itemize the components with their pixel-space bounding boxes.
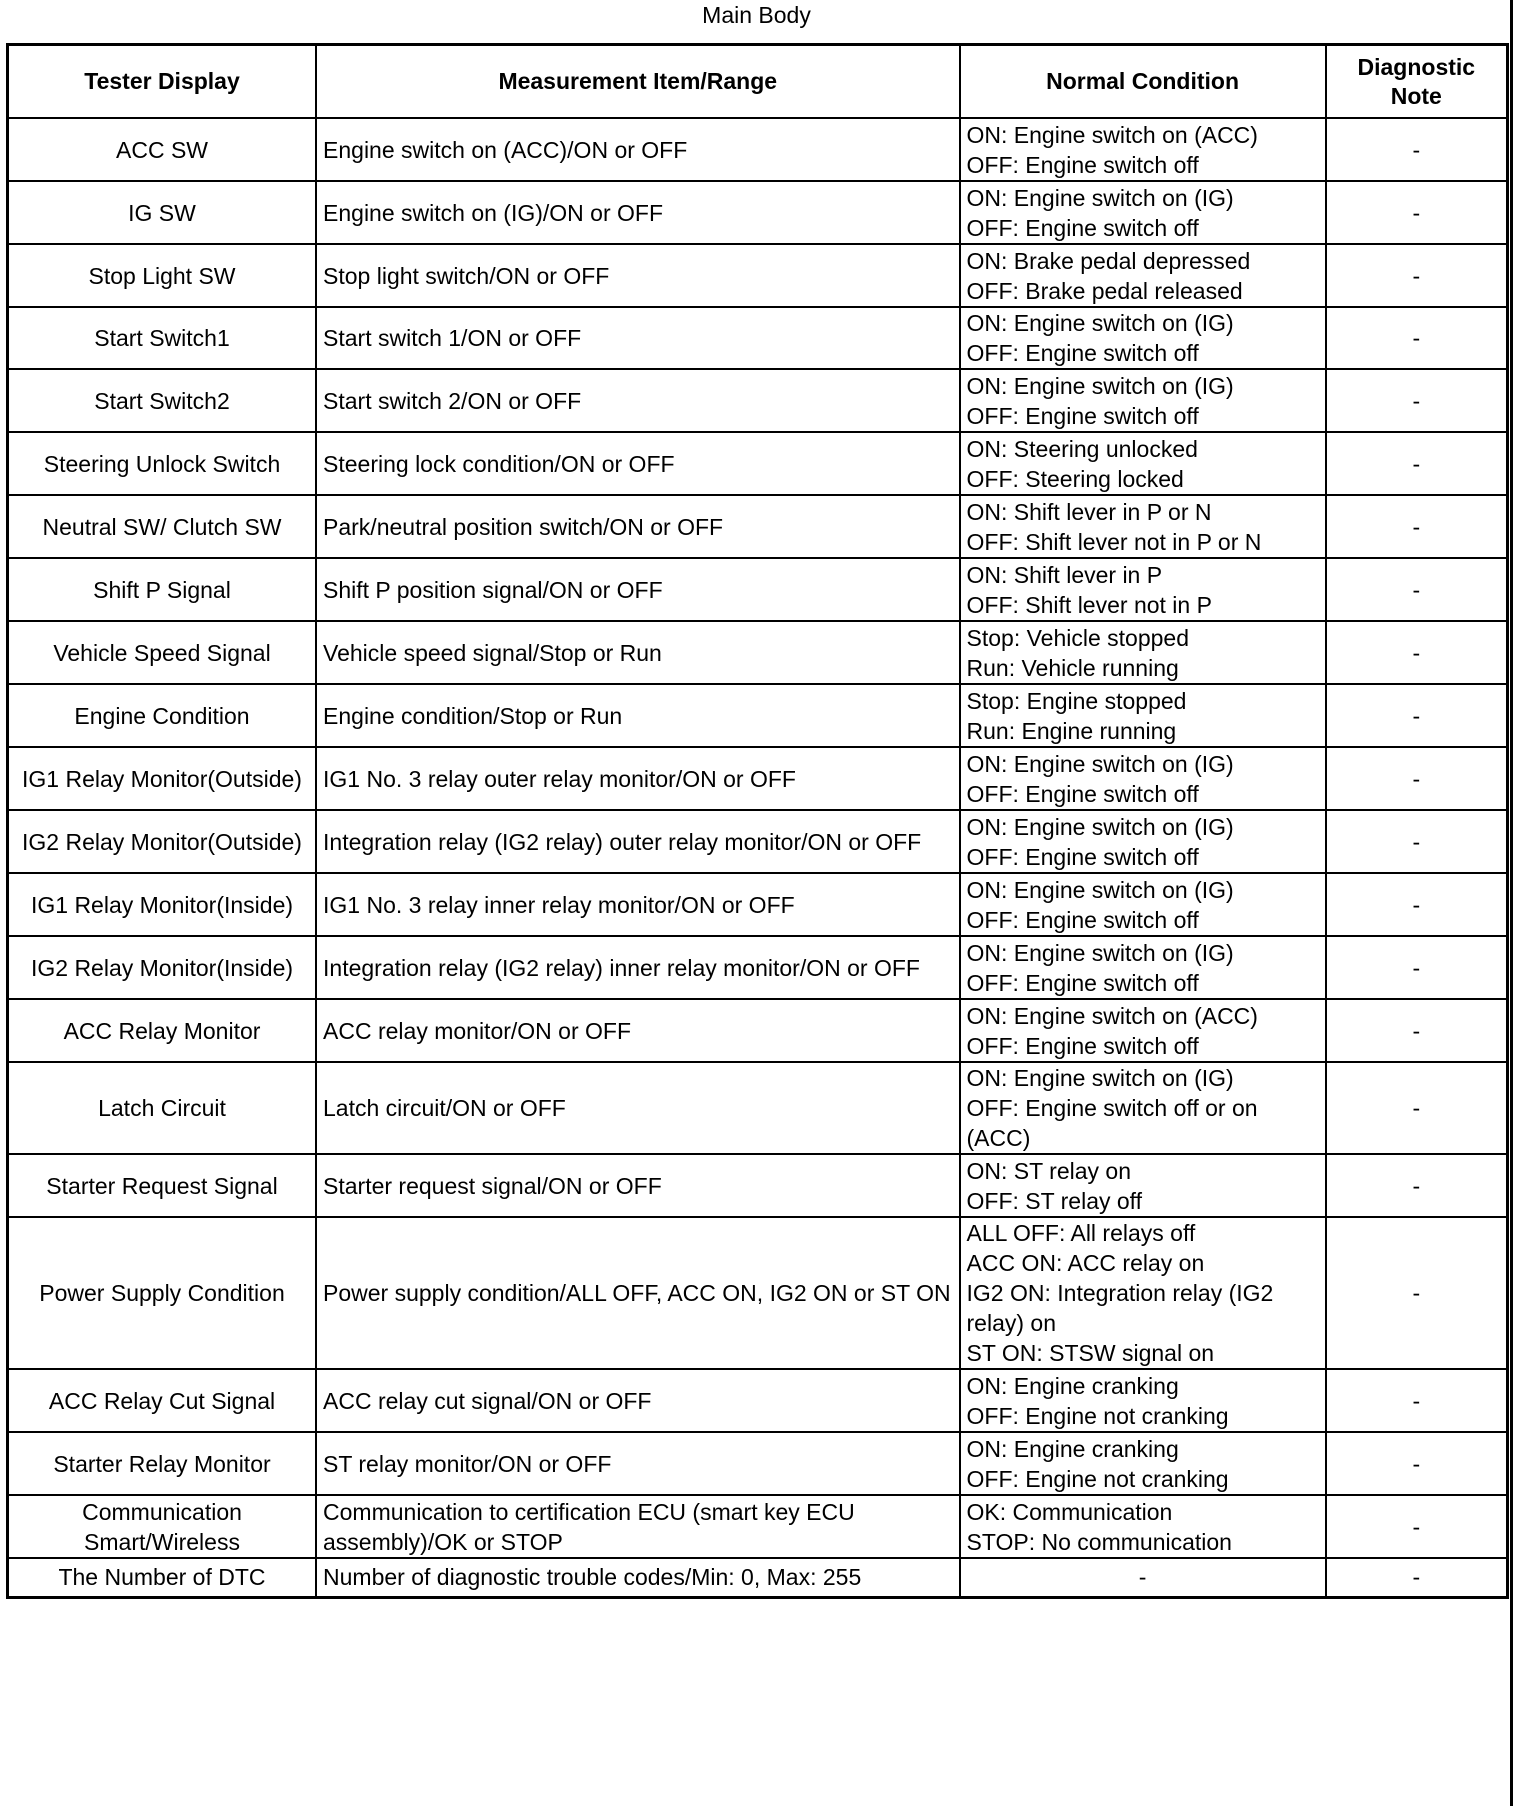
diagnostic-note-cell: - [1326, 307, 1508, 369]
table-row [8, 999, 1508, 1062]
measurement-item-cell: Steering lock condition/ON or OFF [316, 432, 960, 495]
measurement-item-cell: Starter request signal/ON or OFF [316, 1154, 960, 1217]
condition-line: OFF: Engine switch off [966, 780, 1199, 807]
measurement-item-cell: ACC relay monitor/ON or OFF [316, 999, 960, 1062]
tester-display-cell: IG1 Relay Monitor(Outside) [8, 747, 317, 810]
condition-line: OFF: Engine switch off [966, 906, 1199, 933]
table-row [8, 558, 1508, 621]
condition-line: ON: Engine switch on (ACC) [966, 1002, 1258, 1029]
condition-line: ON: Engine switch on (IG) [966, 1065, 1234, 1091]
condition-line: ALL OFF: All relays off [966, 1220, 1196, 1246]
table-row [8, 873, 1508, 936]
condition-line: (ACC) [966, 1125, 1031, 1151]
diagnostic-note-cell: - [1326, 181, 1508, 244]
condition-line: ON: Engine switch on (IG) [966, 750, 1234, 777]
condition-line: ON: Engine switch on (IG) [966, 184, 1234, 211]
tester-display-cell: Start Switch2 [8, 369, 317, 432]
measurement-item-cell: Stop light switch/ON or OFF [316, 244, 960, 307]
condition-line: OFF: Engine switch off [966, 969, 1199, 996]
table-row [8, 118, 1508, 181]
tester-display-cell: IG SW [8, 181, 317, 244]
condition-line: ON: Engine switch on (IG) [966, 310, 1234, 336]
condition-line: STOP: No communication [966, 1528, 1232, 1555]
table-row [8, 1154, 1508, 1217]
condition-line: OK: Communication [966, 1498, 1173, 1525]
table-row [8, 1495, 1508, 1558]
table-body [8, 118, 1508, 1597]
normal-condition-cell [960, 1558, 1326, 1597]
measurement-item-cell: Number of diagnostic trouble codes/Min: 0, Max: 255 [316, 1558, 960, 1597]
normal-condition-cell [960, 1369, 1326, 1432]
header-normal-condition: Normal Condition [960, 45, 1326, 119]
measurement-item-cell: Park/neutral position switch/ON or OFF [316, 495, 960, 558]
normal-condition-cell [960, 369, 1326, 432]
table-row [8, 1432, 1508, 1495]
condition-line: ON: Steering unlocked [966, 435, 1198, 462]
condition-line: ON: Engine cranking [966, 1372, 1179, 1399]
header-measurement-item: Measurement Item/Range [316, 45, 960, 119]
measurement-item-cell: IG1 No. 3 relay inner relay monitor/ON or OFF [316, 873, 960, 936]
table-row [8, 1369, 1508, 1432]
table-row [8, 747, 1508, 810]
normal-condition-cell [960, 181, 1326, 244]
measurement-item-cell: Communication to certification ECU (smart key ECU assembly)/OK or STOP [316, 1495, 960, 1558]
table-row [8, 1558, 1508, 1597]
tester-display-cell: Communication Smart/Wireless [8, 1495, 317, 1558]
condition-line: ON: Engine switch on (ACC) [966, 121, 1258, 148]
tester-display-cell: ACC Relay Monitor [8, 999, 317, 1062]
condition-line: ON: Engine switch on (IG) [966, 372, 1234, 399]
condition-line: ON: Engine switch on (IG) [966, 876, 1234, 903]
header-tester-display: Tester Display [8, 45, 317, 119]
table-row [8, 936, 1508, 999]
table-row [8, 307, 1508, 369]
tester-display-cell: Neutral SW/ Clutch SW [8, 495, 317, 558]
tester-display-cell: IG2 Relay Monitor(Outside) [8, 810, 317, 873]
tester-display-cell: Shift P Signal [8, 558, 317, 621]
diagnostic-note-cell: - [1326, 495, 1508, 558]
tester-display-cell: Latch Circuit [8, 1062, 317, 1154]
measurement-item-cell: ST relay monitor/ON or OFF [316, 1432, 960, 1495]
condition-line: OFF: Engine not cranking [966, 1465, 1229, 1492]
condition-line: Run: Engine running [966, 717, 1177, 744]
tester-display-cell: Starter Relay Monitor [8, 1432, 317, 1495]
table-row [8, 621, 1508, 684]
normal-condition-cell [960, 747, 1326, 810]
tester-display-cell: ACC SW [8, 118, 317, 181]
diagnostic-note-cell: - [1326, 1062, 1508, 1154]
condition-line: Run: Vehicle running [966, 654, 1179, 681]
normal-condition-cell [960, 1495, 1326, 1558]
table-row [8, 432, 1508, 495]
table-row [8, 495, 1508, 558]
normal-condition-cell [960, 810, 1326, 873]
normal-condition-cell [960, 1217, 1326, 1369]
condition-line: OFF: Engine switch off [966, 1032, 1199, 1059]
table-row [8, 1217, 1508, 1369]
condition-line: ON: Shift lever in P or N [966, 498, 1212, 525]
diagnostic-note-cell: - [1326, 1558, 1508, 1597]
condition-line: IG2 ON: Integration relay (IG2 [966, 1280, 1274, 1306]
table-row [8, 810, 1508, 873]
measurement-item-cell: Vehicle speed signal/Stop or Run [316, 621, 960, 684]
tester-display-cell: Engine Condition [8, 684, 317, 747]
tester-display-cell: The Number of DTC [8, 1558, 317, 1597]
tester-display-cell: Steering Unlock Switch [8, 432, 317, 495]
condition-line: Stop: Engine stopped [966, 687, 1187, 714]
measurement-item-cell: Shift P position signal/ON or OFF [316, 558, 960, 621]
measurement-item-cell: ACC relay cut signal/ON or OFF [316, 1369, 960, 1432]
diagnostic-note-cell: - [1326, 1154, 1508, 1217]
table-row [8, 244, 1508, 307]
condition-line: OFF: Shift lever not in P or N [966, 528, 1262, 555]
diagnostic-note-cell: - [1326, 118, 1508, 181]
diagnostic-note-cell: - [1326, 432, 1508, 495]
condition-line: OFF: Engine not cranking [966, 1402, 1229, 1429]
normal-condition-cell [960, 1062, 1326, 1154]
page-frame-line [1510, 0, 1513, 1806]
condition-line: OFF: Steering locked [966, 465, 1184, 492]
condition-line: OFF: Engine switch off [966, 214, 1199, 241]
tester-display-cell: Starter Request Signal [8, 1154, 317, 1217]
measurement-item-cell: Engine switch on (IG)/ON or OFF [316, 181, 960, 244]
condition-line: OFF: Engine switch off [966, 340, 1199, 366]
tester-display-cell: ACC Relay Cut Signal [8, 1369, 317, 1432]
normal-condition-cell [960, 936, 1326, 999]
condition-line: Stop: Vehicle stopped [966, 624, 1190, 651]
normal-condition-cell [960, 1154, 1326, 1217]
table-row [8, 684, 1508, 747]
table-row [8, 369, 1508, 432]
condition-line: OFF: Engine switch off [966, 151, 1199, 178]
tester-display-cell: Power Supply Condition [8, 1217, 317, 1369]
normal-condition-cell [960, 999, 1326, 1062]
diagnostic-note-cell: - [1326, 747, 1508, 810]
diagnostic-note-cell: - [1326, 1495, 1508, 1558]
normal-condition-cell [960, 873, 1326, 936]
condition-line: ON: ST relay on [966, 1157, 1131, 1184]
tester-display-cell: Vehicle Speed Signal [8, 621, 317, 684]
normal-condition-cell [960, 244, 1326, 307]
condition-line: ST ON: STSW signal on [966, 1340, 1215, 1366]
condition-line: OFF: Engine switch off [966, 402, 1199, 429]
condition-line: OFF: Brake pedal released [966, 277, 1243, 304]
condition-line: ON: Brake pedal depressed [966, 247, 1251, 274]
normal-condition-cell [960, 558, 1326, 621]
header-diagnostic-note: Diagnostic Note [1326, 45, 1508, 119]
normal-condition-cell [960, 432, 1326, 495]
measurement-item-cell: Power supply condition/ALL OFF, ACC ON, IG2 ON or ST ON [316, 1217, 960, 1369]
condition-line: OFF: Engine switch off [966, 843, 1199, 870]
diagnostic-note-cell: - [1326, 1217, 1508, 1369]
measurement-item-cell: Integration relay (IG2 relay) inner relay monitor/ON or OFF [316, 936, 960, 999]
condition-line: OFF: ST relay off [966, 1187, 1143, 1214]
diagnostic-note-cell: - [1326, 621, 1508, 684]
condition-line: ON: Engine switch on (IG) [966, 939, 1234, 966]
measurement-item-cell: Integration relay (IG2 relay) outer relay monitor/ON or OFF [316, 810, 960, 873]
condition-line: ON: Engine cranking [966, 1435, 1179, 1462]
table-caption: Main Body [702, 2, 811, 28]
table-row [8, 181, 1508, 244]
condition-line: OFF: Shift lever not in P [966, 591, 1212, 618]
measurement-item-cell: Engine condition/Stop or Run [316, 684, 960, 747]
data-list-table [6, 43, 1509, 1599]
tester-display-cell: Start Switch1 [8, 307, 317, 369]
header-row [8, 45, 1508, 119]
normal-condition-cell [960, 1432, 1326, 1495]
tester-display-cell: IG1 Relay Monitor(Inside) [8, 873, 317, 936]
condition-line: - [1138, 1564, 1147, 1591]
condition-line: ON: Engine switch on (IG) [966, 813, 1234, 840]
condition-line: ON: Shift lever in P [966, 561, 1163, 588]
condition-line: OFF: Engine switch off or on [966, 1095, 1258, 1121]
measurement-item-cell: Engine switch on (ACC)/ON or OFF [316, 118, 960, 181]
tester-display-cell: Stop Light SW [8, 244, 317, 307]
diagnostic-note-cell: - [1326, 558, 1508, 621]
diagnostic-note-cell: - [1326, 999, 1508, 1062]
normal-condition-cell [960, 495, 1326, 558]
normal-condition-cell [960, 307, 1326, 369]
condition-line: ACC ON: ACC relay on [966, 1250, 1205, 1276]
diagnostic-note-cell: - [1326, 1369, 1508, 1432]
diagnostic-note-cell: - [1326, 810, 1508, 873]
diagnostic-note-cell: - [1326, 369, 1508, 432]
diagnostic-note-cell: - [1326, 936, 1508, 999]
normal-condition-cell [960, 621, 1326, 684]
diagnostic-note-cell: - [1326, 1432, 1508, 1495]
condition-line: relay) on [966, 1310, 1056, 1336]
diagnostic-note-cell: - [1326, 684, 1508, 747]
measurement-item-cell: Start switch 1/ON or OFF [316, 307, 960, 369]
tester-display-cell: IG2 Relay Monitor(Inside) [8, 936, 317, 999]
measurement-item-cell: Latch circuit/ON or OFF [316, 1062, 960, 1154]
measurement-item-cell: Start switch 2/ON or OFF [316, 369, 960, 432]
diagnostic-note-cell: - [1326, 873, 1508, 936]
diagnostic-note-cell: - [1326, 244, 1508, 307]
normal-condition-cell [960, 118, 1326, 181]
normal-condition-cell [960, 684, 1326, 747]
table-row [8, 1062, 1508, 1154]
measurement-item-cell: IG1 No. 3 relay outer relay monitor/ON or OFF [316, 747, 960, 810]
